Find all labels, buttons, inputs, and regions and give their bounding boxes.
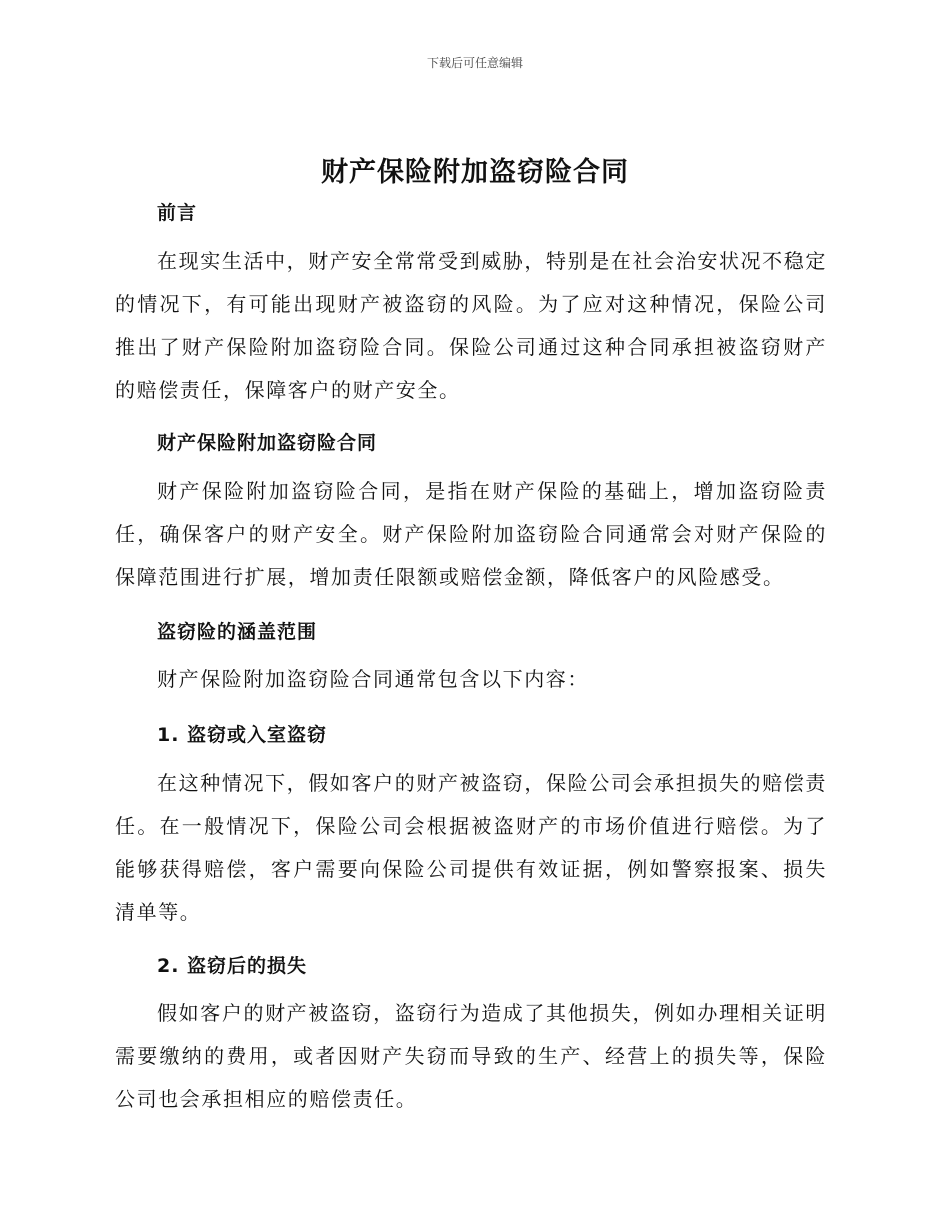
paragraph-post-theft-loss: 假如客户的财产被盗窃，盗窃行为造成了其他损失，例如办理相关证明需要缴纳的费用，或者因财产失窃而导致的生产、经营上的损失等，保险公司也会承担相应的赔偿责任。 [115,1001,827,1111]
section-heading-burglary: 1. 盗窃或入室盗窃 [157,724,328,746]
paragraph-contract: 财产保险附加盗窃险合同，是指在财产保险的基础上，增加盗窃险责任，确保客户的财产安全。财产保险附加盗窃险合同通常会对财产保险的保障范围进行扩展，增加责任限额或赔偿金额，降低客户的风险感受。 [115,479,827,589]
paragraph-burglary: 在这种情况下，假如客户的财产被盗窃，保险公司会承担损失的赔偿责任。在一般情况下，保险公司会根据被盗财产的市场价值进行赔偿。为了能够获得赔偿，客户需要向保险公司提供有效证据，例如警察报案、损失清单等。 [115,771,827,924]
paragraph-preface: 在现实生活中，财产安全常常受到威胁，特别是在社会治安状况不稳定的情况下，有可能出现财产被盗窃的风险。为了应对这种情况，保险公司推出了财产保险附加盗窃险合同。保险公司通过这种合同承担被盗窃财产的赔偿责任，保障客户的财产安全。 [115,249,827,402]
paragraph-coverage: 财产保险附加盗窃险合同通常包含以下内容： [157,667,589,691]
section-heading-preface: 前言 [157,202,198,224]
section-heading-coverage: 盗窃险的涵盖范围 [157,621,318,643]
section-heading-post-theft-loss: 2. 盗窃后的损失 [157,955,308,977]
section-heading-contract: 财产保险附加盗窃险合同 [157,432,378,454]
document-title: 财产保险附加盗窃险合同 [321,157,629,188]
header-note: 下载后可任意编辑 [426,56,523,70]
